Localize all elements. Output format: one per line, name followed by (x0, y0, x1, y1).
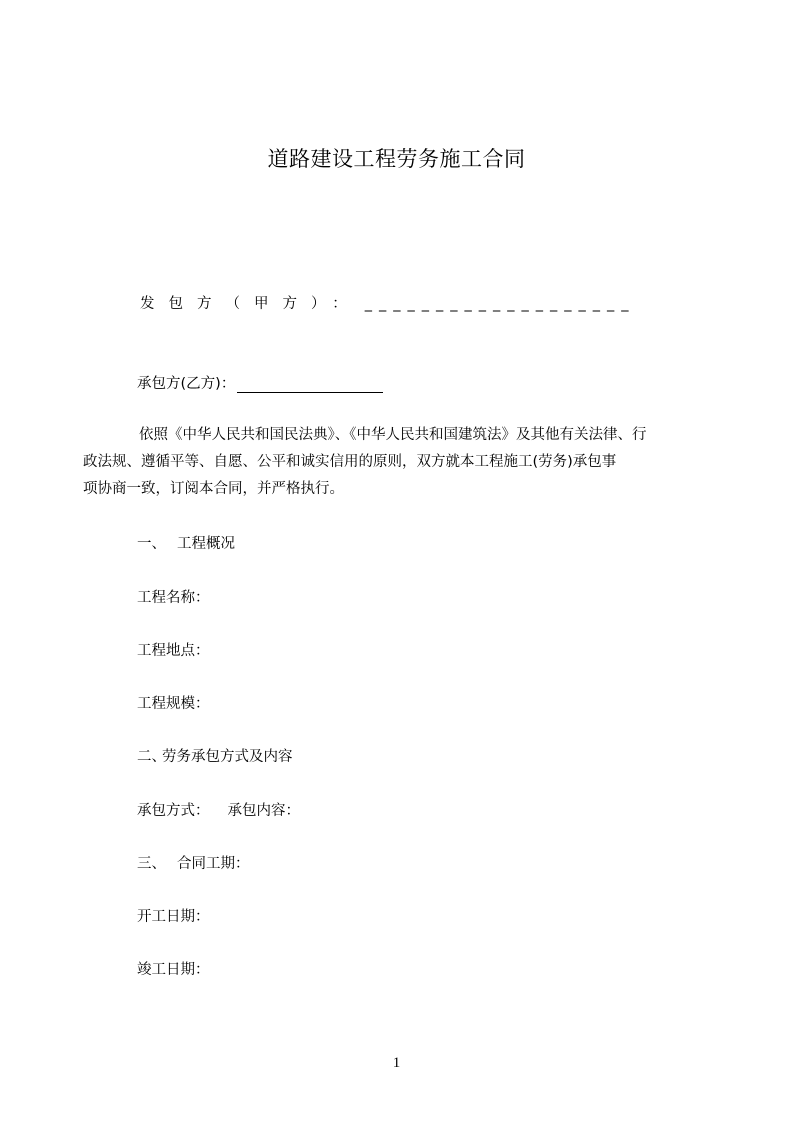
field-start-date: 开工日期： (137, 909, 210, 925)
party-b-blank (237, 378, 383, 393)
section-3-title: 合同工期： (177, 856, 250, 872)
field-project-scale: 工程规模： (137, 696, 210, 712)
field-project-location: 工程地点： (137, 643, 210, 659)
page-number: 1 (392, 1055, 401, 1071)
party-a-label: 发包方（甲方）： (140, 296, 361, 312)
party-a-line (140, 292, 636, 313)
contract-method-line (137, 799, 300, 820)
party-a-blank: ___________________ (364, 296, 636, 312)
intro-line-3: 项协商一致，订阅本合同，并严格执行。 (83, 481, 344, 497)
section-1-number: 一、 (137, 536, 166, 552)
section-3-number: 三、 (137, 856, 166, 872)
field-completion-date: 竣工日期： (137, 962, 210, 978)
party-b-label: 承包方(乙方)： (137, 376, 236, 392)
field-project-name: 工程名称： (137, 590, 210, 606)
section-3-heading (137, 852, 250, 873)
section-1-title: 工程概况 (177, 536, 235, 552)
section-1-heading (137, 532, 235, 553)
intro-line-1: 依照《中华人民共和国民法典》、《中华人民共和国建筑法》及其他有关法律、行 (139, 427, 647, 443)
section-2-heading (137, 745, 293, 766)
section-2-title: 劳务承包方式及内容 (162, 749, 293, 765)
party-b-line (137, 372, 383, 393)
intro-line-2: 政法规、遵循平等、自愿、公平和诚实信用的原则，双方就本工程施工(劳务)承包事 (83, 454, 617, 470)
intro-paragraph (82, 422, 712, 503)
field-contract-content: 承包内容： (227, 803, 300, 819)
field-contract-method: 承包方式： (137, 803, 210, 819)
document-title: 道路建设工程劳务施工合同 (267, 147, 526, 171)
section-2-number: 二、 (137, 749, 166, 765)
